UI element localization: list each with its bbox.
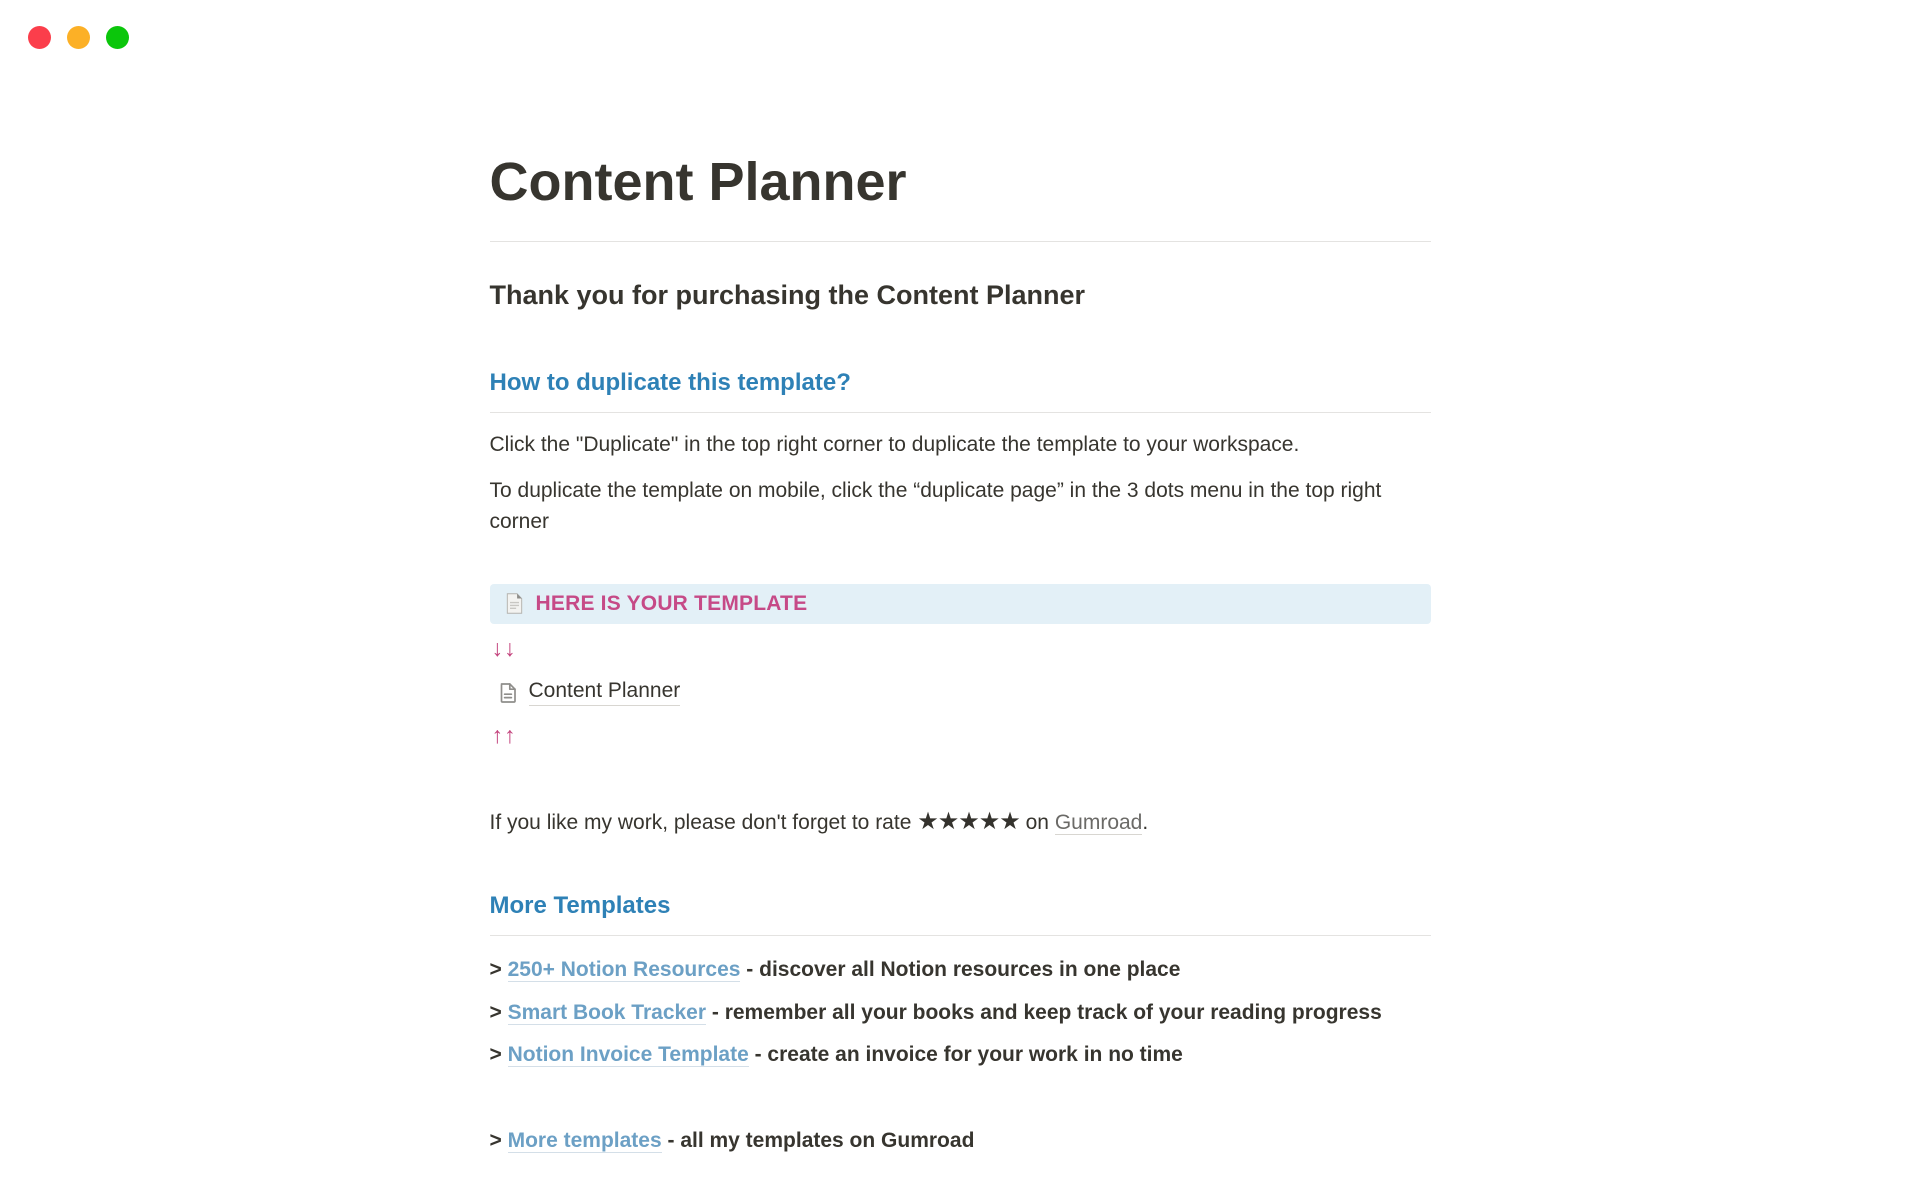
duplicate-instructions-desktop: Click the "Duplicate" in the top right corner to duplicate the template to your workspace. bbox=[489, 433, 1300, 457]
template-callout bbox=[490, 584, 1431, 624]
template-page-link-label[interactable]: Content Planner bbox=[529, 679, 681, 706]
window-controls bbox=[28, 26, 129, 49]
template-list-item bbox=[490, 1039, 1431, 1071]
page-facing-up-icon bbox=[503, 592, 526, 615]
callout-text: HERE IS YOUR TEMPLATE bbox=[535, 591, 808, 615]
item-prefix: > bbox=[489, 1043, 508, 1067]
template-list-item bbox=[490, 997, 1431, 1029]
rating-text-suffix: . bbox=[1142, 811, 1149, 835]
five-stars: ★★★★★ bbox=[917, 808, 1020, 836]
more-templates-divider bbox=[490, 935, 1431, 936]
notion-invoice-template-link[interactable]: Notion Invoice Template bbox=[507, 1043, 749, 1067]
arrows-up: ↑↑ bbox=[491, 721, 517, 748]
rating-line bbox=[490, 804, 1431, 840]
smart-book-tracker-link[interactable]: Smart Book Tracker bbox=[507, 1000, 707, 1024]
item-description: - all my templates on Gumroad bbox=[661, 1128, 975, 1152]
arrows-down: ↓↓ bbox=[491, 634, 517, 661]
document-icon bbox=[496, 681, 520, 705]
zoom-button[interactable] bbox=[106, 26, 129, 49]
gumroad-link[interactable]: Gumroad bbox=[1054, 811, 1143, 835]
item-prefix: > bbox=[489, 1128, 508, 1152]
minimize-button[interactable] bbox=[67, 26, 90, 49]
page-title: Content Planner bbox=[489, 152, 907, 212]
duplicate-instructions-mobile: To duplicate the template on mobile, click the “duplicate page” in the 3 dots menu in the top right corner bbox=[489, 478, 1382, 534]
how-to-divider bbox=[490, 412, 1431, 413]
notion-resources-link[interactable]: 250+ Notion Resources bbox=[507, 958, 741, 982]
item-prefix: > bbox=[489, 958, 508, 982]
template-list-item bbox=[490, 954, 1431, 986]
rating-text-prefix: If you like my work, please don't forget to rate bbox=[489, 811, 918, 835]
item-description: - discover all Notion resources in one place bbox=[740, 958, 1181, 982]
how-to-heading: How to duplicate this template? bbox=[489, 368, 851, 396]
more-templates-heading: More Templates bbox=[489, 892, 671, 920]
more-templates-link[interactable]: More templates bbox=[507, 1128, 662, 1152]
item-prefix: > bbox=[489, 1000, 508, 1024]
thank-you-heading: Thank you for purchasing the Content Planner bbox=[489, 279, 1086, 310]
template-page-link[interactable] bbox=[496, 675, 681, 711]
page-content bbox=[490, 0, 1431, 1156]
rating-text-middle: on bbox=[1019, 811, 1055, 835]
title-divider bbox=[490, 241, 1431, 242]
item-description: - create an invoice for your work in no time bbox=[748, 1043, 1183, 1067]
close-button[interactable] bbox=[28, 26, 51, 49]
item-description: - remember all your books and keep track of your reading progress bbox=[706, 1000, 1382, 1024]
template-list-footer bbox=[490, 1125, 1431, 1157]
